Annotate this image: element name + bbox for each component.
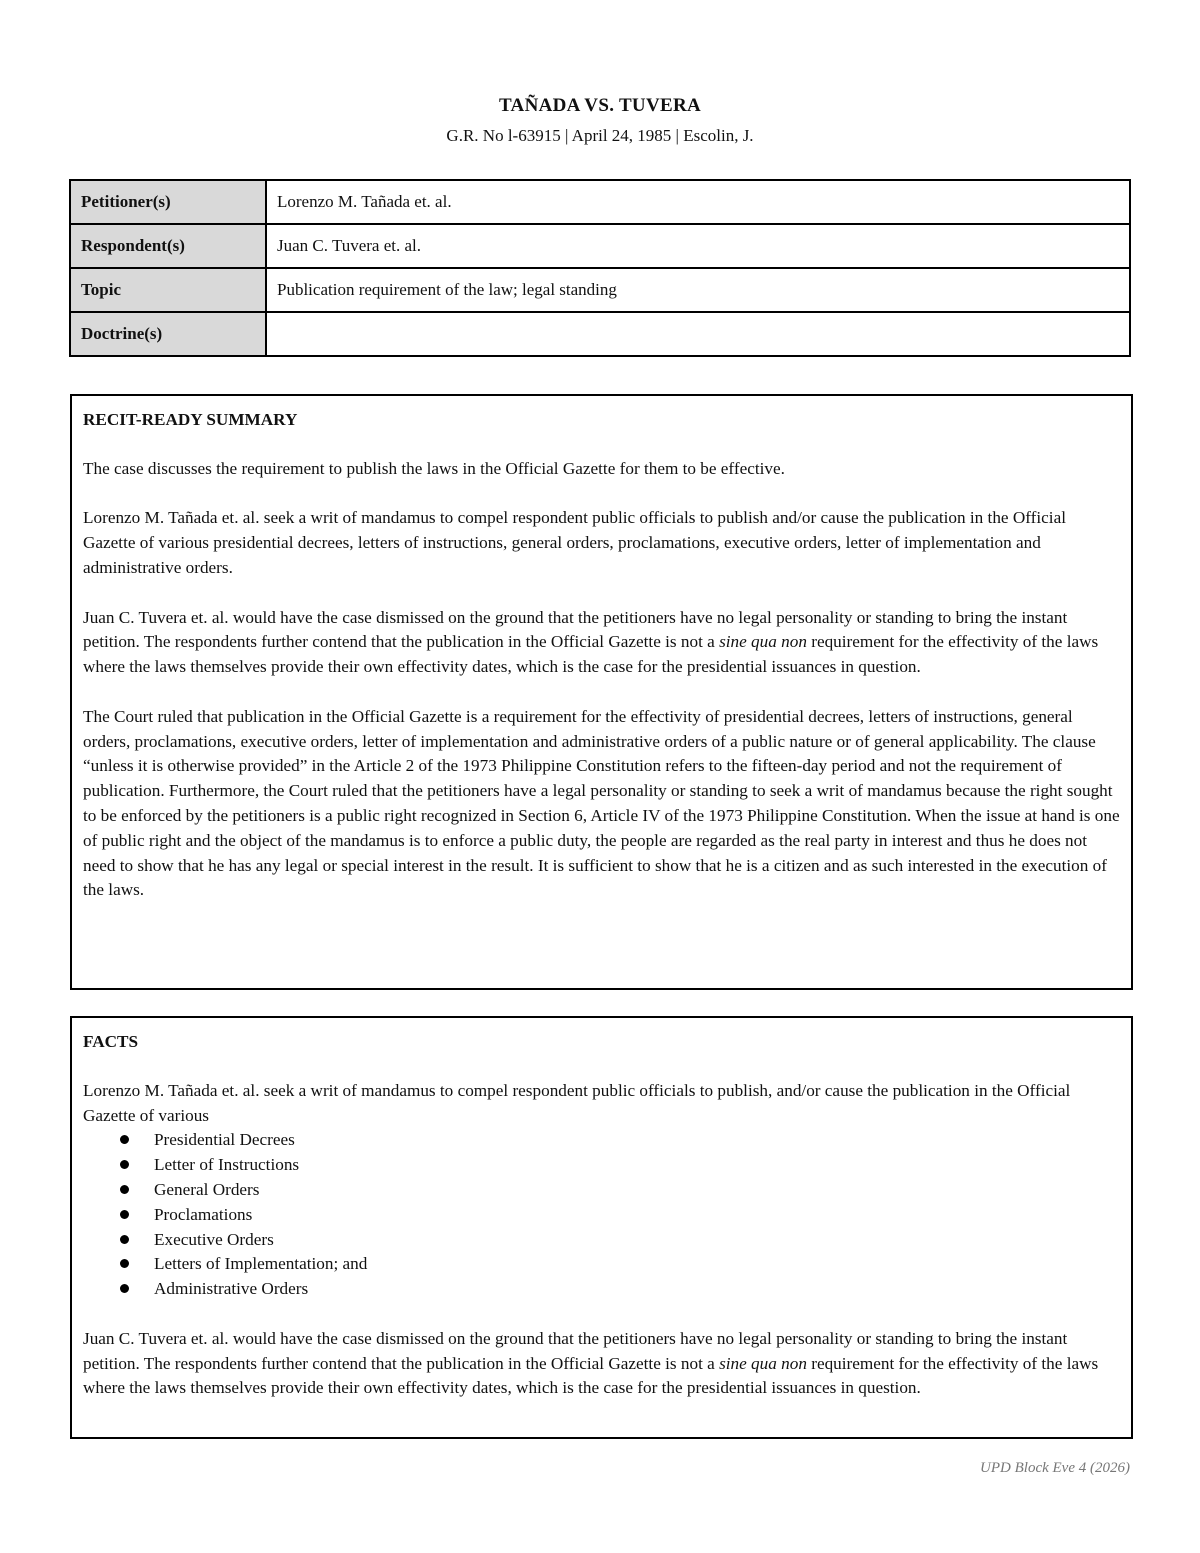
page-title: TAÑADA VS. TUVERA (498, 95, 701, 116)
summary-text: requirement for the effectivity of the laws where the laws themselves provide their own effectivity dates, which is the case for the presidential issuances in question. (83, 632, 1099, 677)
list-item (83, 1178, 1121, 1203)
bullet-icon (120, 1284, 129, 1293)
summary-paragraph: The Court ruled that publication in the Official Gazette is a requirement for the effectivity of presidential decrees, letters of instructions, general orders, proclamations, executive orders, letter of implementation and administrative orders of a public nature or of general applicability. The clause “unless it is otherwise provided” in the Article 2 of the 1973 Philippine Constitution refers to the fifteen-day period and not the requirement of publication. Furthermore, the Court ruled that the petitioners have a legal personality or standing to seek a writ of mandamus because the right sought to be enforced by the petitioners is a public right recognized in Section 6, Article IV of the 1973 Philippine Constitution. When the issue at hand is one of public right and the object of the mandamus is to enforce a public duty, the people are regarded as the real party in interest and thus he does not need to show that he has any legal or special interest in the result. It is sufficient to show that he is a citizen and as such interested in the execution of the laws. (83, 706, 1120, 900)
table-row (70, 268, 1130, 312)
respondent-value: Juan C. Tuvera et. al. (266, 224, 1130, 268)
bullet-icon (120, 1185, 129, 1194)
case-citation: G.R. No l-63915 | April 24, 1985 | Escolin, J. (446, 126, 754, 145)
list-item-text: Letter of Instructions (154, 1155, 300, 1175)
facts-heading: FACTS (83, 1032, 139, 1051)
bullet-icon (120, 1259, 129, 1268)
list-item (83, 1153, 1121, 1178)
doctrine-label: Doctrine(s) (70, 312, 266, 356)
petitioner-value: Lorenzo M. Tañada et. al. (266, 180, 1130, 224)
recit-ready-summary-section (70, 394, 1133, 990)
bullet-icon (120, 1210, 129, 1219)
list-item (83, 1277, 1121, 1302)
footer-credit: UPD Block Eve 4 (2026) (980, 1460, 1130, 1476)
list-item-text: Executive Orders (154, 1229, 274, 1249)
list-item (83, 1252, 1121, 1277)
bullet-icon (120, 1160, 129, 1169)
summary-paragraph: Lorenzo M. Tañada et. al. seek a writ of mandamus to compel respondent public officials to publish and/or cause the publication in the Official Gazette of various presidential decrees, letters of instructions, general orders, proclamations, executive orders, letter of implementation and administrative orders. (83, 508, 1066, 577)
summary-italic-term: sine qua non (719, 632, 807, 652)
facts-text: Juan C. Tuvera et. al. would have the case dismissed on the ground that the petitioners have no legal personality or standing to bring the instant petition. The respondents further contend that the publication in the Official Gazette is not a (83, 1328, 1068, 1373)
list-item-text: Administrative Orders (154, 1279, 309, 1299)
respondent-label: Respondent(s) (70, 224, 266, 268)
facts-text: requirement for the effectivity of the laws where the laws themselves provide their own effectivity dates, which is the case for the presidential issuances in question. (83, 1353, 1099, 1398)
bullet-icon (120, 1135, 129, 1144)
topic-label: Topic (70, 268, 266, 312)
facts-italic-term: sine qua non (719, 1353, 807, 1373)
case-info-table (69, 179, 1131, 357)
list-item (83, 1203, 1121, 1228)
summary-paragraph: The case discusses the requirement to publish the laws in the Official Gazette for them to be effective. (83, 458, 785, 478)
summary-text: Juan C. Tuvera et. al. would have the case dismissed on the ground that the petitioners have no legal personality or standing to bring the instant petition. The respondents further contend that the publication in the Official Gazette is not a (83, 607, 1068, 652)
doctrine-value (266, 312, 1130, 356)
table-row (70, 224, 1130, 268)
table-row (70, 180, 1130, 224)
summary-paragraph (83, 606, 1121, 680)
petitioner-label: Petitioner(s) (70, 180, 266, 224)
list-item (83, 1128, 1121, 1153)
facts-section (70, 1016, 1133, 1439)
list-item-text: Presidential Decrees (154, 1130, 295, 1150)
list-item-text: Proclamations (154, 1204, 253, 1224)
table-row (70, 312, 1130, 356)
list-item-text: General Orders (154, 1179, 260, 1199)
summary-heading: RECIT-READY SUMMARY (83, 410, 298, 429)
topic-value: Publication requirement of the law; legal standing (266, 268, 1130, 312)
issuance-list (83, 1128, 1121, 1302)
list-item (83, 1228, 1121, 1253)
facts-intro: Lorenzo M. Tañada et. al. seek a writ of mandamus to compel respondent public officials to publish, and/or cause the publication in the Official Gazette of various (83, 1080, 1071, 1125)
list-item-text: Letters of Implementation; and (154, 1254, 368, 1274)
bullet-icon (120, 1235, 129, 1244)
facts-paragraph (83, 1327, 1121, 1401)
